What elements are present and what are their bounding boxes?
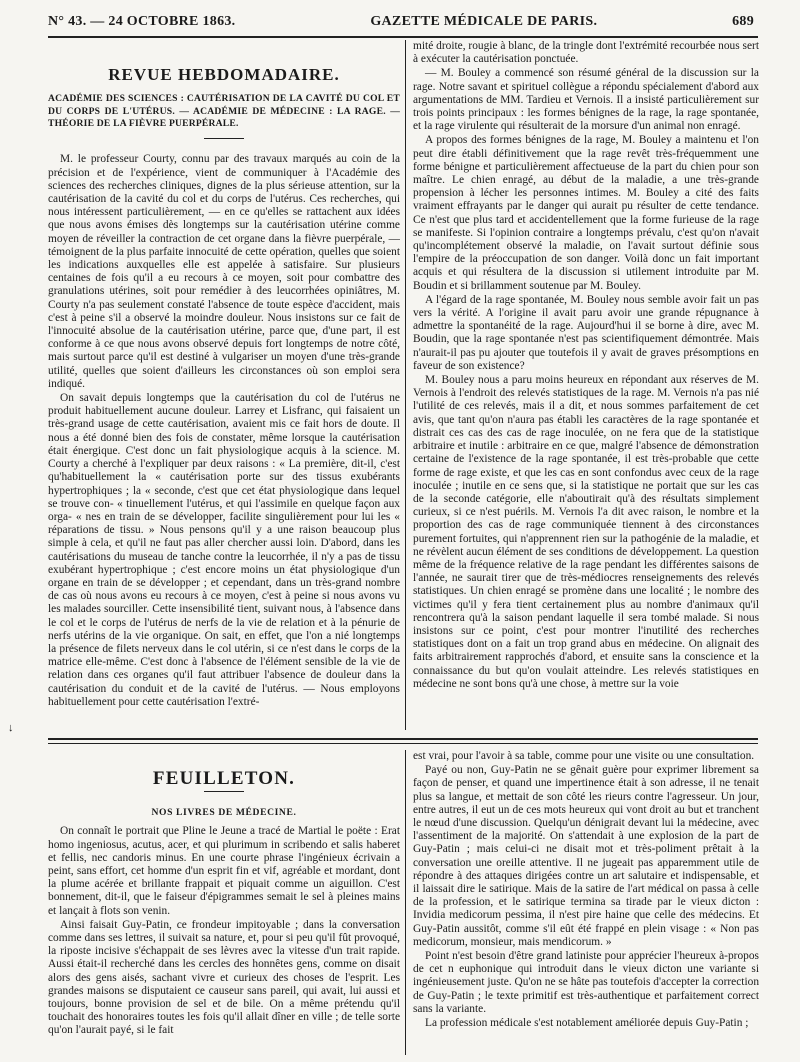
feuilleton-paragraph: Payé ou non, Guy-Patin ne se gênait guère pour exprimer librement sa façon de penser, et quand une impertinence était à son adresse, il ne tenait plus sa langue, et mettait de son côté les rieurs contre l'agresseur. Un jour, entre autres, il eut un de ces mots heureux qui vont droit au but et tranchent le nœud d'une discussion. Quelqu'un dénigrait devant lui la médecine, avec l'assentiment de la majorité. On s'attendait à une explosion de la part de Guy-Patin ; mais celui-ci ne disait mot et très-poliment prêtait à la conversation une oreille attentive. Il ne jugeait pas apparemment utile de répondre à des attaques dirigées contre un art salutaire et indispensable, et il laissait dire le satirique. Mais de la satire de l'art médical on passa à celle de la profession, et le satirique termina sa tirade par le vieux dicton : Invidia medicorum pessima, il n'est pire haine que celle des médecins. Et Guy-Patin aussitôt, comme s'il eût été frappé en plein visage : « Non pas medicorum, monsieur, mais mendicorum. »	[413, 764, 759, 948]
issue-date: N° 43. — 24 OCTOBRE 1863.	[48, 14, 236, 29]
revue-paragraph: M. le professeur Courty, connu par des travaux marqués au coin de la précision et de l'expérience, vient de communiquer à l'Académie des sciences des recherches cliniques, dignes de la plus sérieuse attention, sur la cautérisation de la cavité du col et du corps de l'utérus. Ces recherches, qui nous intéressent particulièrement, — en ce qu'elles se rattachent aux idées que nous avons émises dès longtemps sur la cautérisation utérine comme moyen de réveiller la contraction de cet organe dans la fièvre puerpérale, — témoignent de la plus parfaite innocuité de cette opération, quelles que soient les indications auxquelles elle est appelée à satisfaire. Sur plusieurs centaines de fois qu'il a eu recours à ce moyen, soit pour combattre des granulations utérines, soit pour remédier à des leucorrhées opiniâtres, M. Courty n'a pas seulement constaté l'absence de toute espèce d'accident, mais c'est à peine s'il a observé la moindre douleur. Nous insistons sur ce fait de l'innocuité absolue de la cautérisation utérine, parce que, d'une part, il est conforme à ce que nous avons observé depuis fort longtemps de notre côté, mais surtout parce qu'il est destiné à vulgariser un moyen d'une très-grande utilité, quelles que soient d'ailleurs les circonstances où son emploi sera indiqué.	[48, 153, 400, 390]
feuilleton-paragraph: Ainsi faisait Guy-Patin, ce frondeur impitoyable ; dans la conversation comme dans ses lettres, il suivait sa nature, et, pour si peu qu'il fût provoqué, la riposte incisive s'échappait de ses lèvres avec la vitesse d'un trait rapide. Aussi était-il recherché dans les cercles des honnêtes gens, comme on disait alors des gens aisés, sachant vivre et curieux des choses de l'esprit. Les grandes maisons se disputaient ce causeur sans pareil, qui avait, lui aussi et toujours, bonne provision de sel et de bile. On a même prétendu qu'il touchait des honoraires toutes les fois qu'il allait dîner en ville ; de telle sorte qu'on l'aurait payé, si le fait	[48, 918, 400, 1037]
margin-mark: ↓	[8, 722, 14, 734]
feuilleton-left-column	[48, 750, 400, 1055]
revue-subtitle: ACADÉMIE DES SCIENCES : CAUTÉRISATION DE LA CAVITÉ DU COL ET DU CORPS DE L'UTÉRUS. — ACADÉMIE DE MÉDECINE : LA RAGE. — THÉORIE DE LA FIÈVRE PUERPÉRALE.	[48, 93, 400, 130]
feuilleton-rule	[48, 738, 758, 740]
revue-paragraph: M. Bouley nous a paru moins heureux en répondant aux réserves de M. Vernois à l'endroit des relevés statistiques de la rage. M. Vernois n'a pas nié l'utilité de ces relevés, mais il a dit, et nous sommes parfaitement de cet avis, que tant qu'on n'aura pas établi les caractères de la rage spontanée et distrait ces cas des cas de rage inoculée, on ne fera que de la statistique arbitraire et inutile : arbitraire en ce que, malgré l'absence de démonstration certaine de l'existence de la rage spontanée, il est très-probable que cette forme de rage existe, et que les cas en sont confondus avec ceux de la rage inoculée ; inutile en ce sens que, si la statistique ne portait que sur les cas de la seconde catégorie, elle n'aboutirait qu'à des résultats simplement curieux, si ce n'est puérils. M. Vernois l'a dit avec raison, le nombre et la proportion des cas de rage communiquée tiennent à des circonstances purement fortuites, qui n'apprennent rien sur la pathogénie de la maladie, et ne révèlent aucun élément de ses conditions de développement. La question même de la fréquence relative de la rage pendant les différentes saisons de l'année, ne saurait tirer que de très-médiocres renseignements des relevés statistiques. Un chien enragé se promène dans une localité ; le nombre des victimes qu'il y fera tient certainement plus au nombre d'animaux qu'il rencontrera qu'à la saison pendant laquelle il sera tombé malade. Si nous insistons sur ce point, c'est pour montrer l'inutilité des recherches statistiques dont on a fait un trop grand abus en médecine. On alignait des faits arbitrairement rapprochés d'abord, et ensuite sans la conscience et la connaissance du but qu'on voulait atteindre. Les relevés statistiques en médecine ne sont bons qu'à une chose, à mettre sur la voie	[413, 374, 759, 690]
revue-title: REVUE HEBDOMADAIRE.	[108, 65, 340, 84]
revue-paragraph: — M. Bouley a commencé son résumé général de la discussion sur la rage. Notre savant et spirituel collègue a répondu spécialement d'abord aux argumentations de MM. Tardieu et Vernois. Il a insisté particulièrement sur trois points principaux : les formes bénignes de la rage, la rage spontanée, et la rage virulente qui résulterait de la morsure d'un animal non enragé.	[413, 67, 759, 133]
column-divider	[405, 750, 406, 1055]
feuilleton-paragraph: On connaît le portrait que Pline le Jeune a tracé de Martial le poëte : Erat homo ingeniosus, acutus, acer, et qui plurimum in scribendo et salis haberet et fellis, nec candoris minus. En une courte phrase l'ingénieux écrivain a peint, sans effort, cet homme d'un esprit fin et vif, agréable et mordant, dont la plume acérée et brillante frappait et piquait comme un aiguillon. C'est bonnement, dit-il, que le faiseur d'épigrammes semait le sel à pleines mains et lançait à flots son venin.	[48, 825, 400, 917]
revue-right-column	[413, 40, 759, 733]
revue-paragraph: mité droite, rougie à blanc, de la tringle dont l'extrémité recourbée nous sert à exécuter la cautérisation ponctuée.	[413, 40, 759, 66]
revue-left-column	[48, 40, 400, 730]
revue-paragraph: A propos des formes bénignes de la rage, M. Bouley a maintenu et l'on peut dire établi définitivement que la rage revêt très-fréquemment une forme bénigne et particulièrement affectueuse de la part du chien pour son maître. Le chien enragé, au début de la maladie, a une très-grande propension à lécher les personnes intimes. M. Bouley a cité des faits vraiment effrayants par le danger qui aurait pu résulter de cette tendance. Ce n'est que plus tard et accidentellement que la forme furieuse de la rage se manifeste. Si l'opinion contraire a longtemps prévalu, c'est qu'on n'avait qu'incomplétement observé la maladie, on l'avait surtout définie sous l'empire de la préoccupation de son danger. Voilà donc un fait important acquis et qui résultera de la discussion si utilement introduite par M. Boudin et si brillamment soutenue par M. Bouley.	[413, 134, 759, 292]
running-head	[48, 14, 754, 32]
feuilleton-title: FEUILLETON.	[152, 768, 296, 789]
header-rule	[48, 36, 758, 38]
page-number: 689	[732, 14, 754, 29]
feuilleton-paragraph: est vrai, pour l'avoir à sa table, comme pour une visite ou une consultation.	[413, 750, 755, 762]
journal-title: GAZETTE MÉDICALE DE PARIS.	[370, 14, 598, 29]
feuilleton-right-column	[413, 750, 759, 1055]
revue-paragraph: On savait depuis longtemps que la cautérisation du col de l'utérus ne produit habituellement aucune douleur. Larrey et Lisfranc, qui faisaient un très-grand usage de cette cautérisation, avaient mis ce fait hors de doute. Il nous a été donné bien des fois de constater, même lorsque la cautérisation était énergique. C'est donc un fait physiologique acquis à la science. M. Courty a cherché à l'expliquer par deux raisons : « La première, dit-il, c'est qu'habituellement la « cautérisation porte sur des tissus exubérants hypertrophiques ; la « seconde, c'est que cet état physiologique dans lequel se trouve con- « tinuellement l'utérus, et qui l'assimile en quelque façon aux orga- « nes en train de se développer, facilite singulièrement pour lui les « réparations de tissu. » Nous pensons qu'il y a une raison beaucoup plus simple à cela, et qu'il ne faut pas aller chercher aussi loin. D'abord, dans les cautérisations du museau de tanche contre la leucorrhée, il n'y a pas de tissu exubérant hypertrophique ; c'est encore moins un état physiologique d'un organe en train de se développer ; et cependant, dans un très-grand nombre de cas où nous avons eu recours à ce moyen, c'est à peine si nous avons vu les malades sourciller. Cette insensibilité tient, suivant nous, à l'absence dans le col et le corps de l'utérus de nerfs de la vie de relation et à la pénurie de nerfs utérins de la vie organique. On sait, en effet, que l'on a nié longtemps la présence de filets nerveux dans le col utérin, si ce n'est dans le corps de la matrice elle-même. C'est donc à l'absence de l'élément sensible de la vie de relation dans ces organes qu'il faut attribuer l'absence de douleur dans la cautérisation du conduit et de la cavité de l'utérus. — Nous employons habituellement pour cette cautérisation l'extré-	[48, 392, 400, 708]
column-divider	[405, 40, 406, 730]
feuilleton-separator	[204, 791, 244, 792]
revue-paragraph: A l'égard de la rage spontanée, M. Bouley nous semble avoir fait un pas vers la vérité. A l'origine il avait paru avoir une grande répugnance à admettre la spontanéité de la rage. Aujourd'hui il se borne à dire, avec M. Boudin, que la rage spontanée n'est pas scientifiquement démontrée. Mais n'aurait-il pas pu ajouter que toutefois il y avait de graves présomptions en faveur de son existence?	[413, 293, 759, 372]
feuilleton-subtitle: NOS LIVRES DE MÉDECINE.	[151, 807, 297, 819]
feuilleton-paragraph: Point n'est besoin d'être grand latiniste pour apprécier l'heureux à-propos de cet n euphonique qui introduit dans le vieux dicton une variante si ingénieusement juste. Qu'on ne se hâte pas toutefois d'accepter la correction de Guy-Patin ; le texte primitif est très-authentique et parfaitement correct sans la variante.	[413, 950, 759, 1015]
revue-separator	[204, 138, 244, 139]
feuilleton-paragraph: La profession médicale s'est notablement améliorée depuis Guy-Patin ;	[425, 1017, 749, 1030]
feuilleton-rule-thin	[48, 743, 758, 744]
